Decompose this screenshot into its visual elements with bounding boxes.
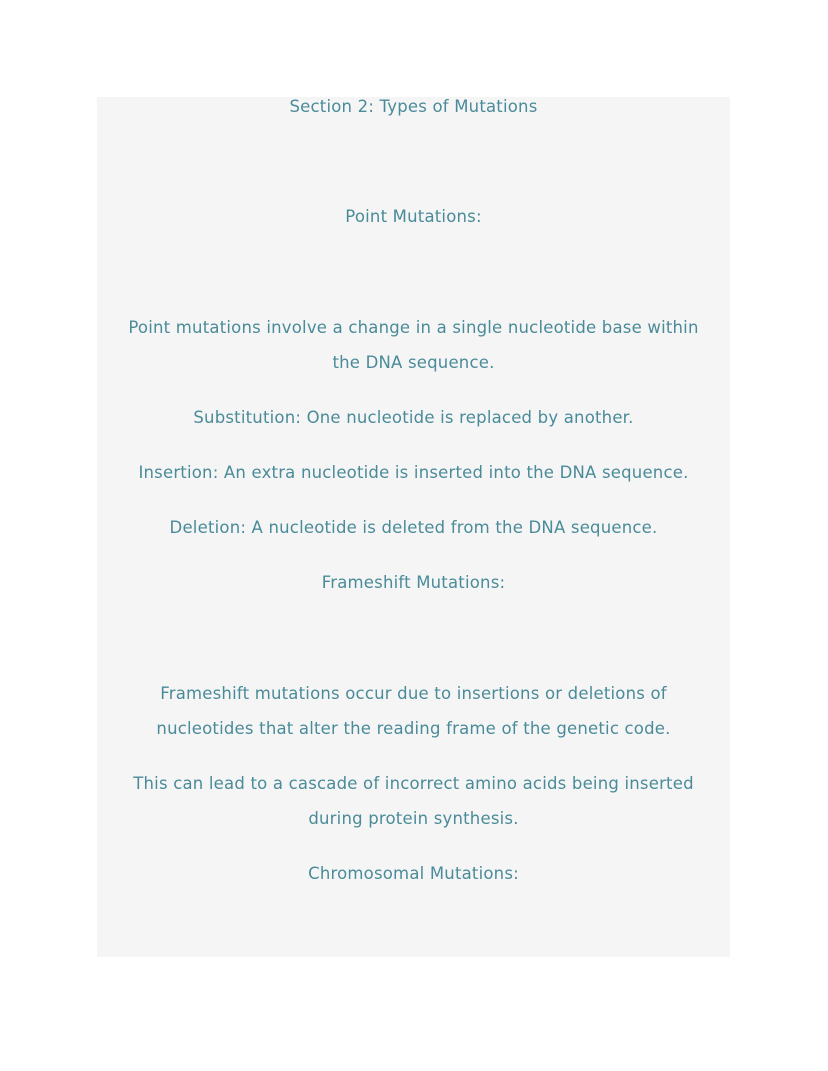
point-mutations-heading: Point Mutations: <box>345 207 482 226</box>
point-mutations-intro-line1: Point mutations involve a change in a single nucleotide base within <box>128 318 699 337</box>
section-title: Section 2: Types of Mutations <box>289 97 538 116</box>
frameshift-para2-line1: This can lead to a cascade of incorrect amino acids being inserted <box>133 774 694 793</box>
chromosomal-mutations-heading: Chromosomal Mutations: <box>308 864 519 883</box>
deletion-text: Deletion: A nucleotide is deleted from the DNA sequence. <box>169 518 658 537</box>
frameshift-para1-line1: Frameshift mutations occur due to insertions or deletions of <box>160 684 667 703</box>
point-mutations-intro-line2: the DNA sequence. <box>332 353 495 372</box>
frameshift-mutations-heading: Frameshift Mutations: <box>321 573 506 592</box>
document-panel <box>97 97 730 957</box>
substitution-text: Substitution: One nucleotide is replaced by another. <box>193 408 634 427</box>
frameshift-para1-line2: nucleotides that alter the reading frame of the genetic code. <box>156 719 671 738</box>
frameshift-para2-line2: during protein synthesis. <box>308 809 519 828</box>
insertion-text: Insertion: An extra nucleotide is inserted into the DNA sequence. <box>138 463 689 482</box>
